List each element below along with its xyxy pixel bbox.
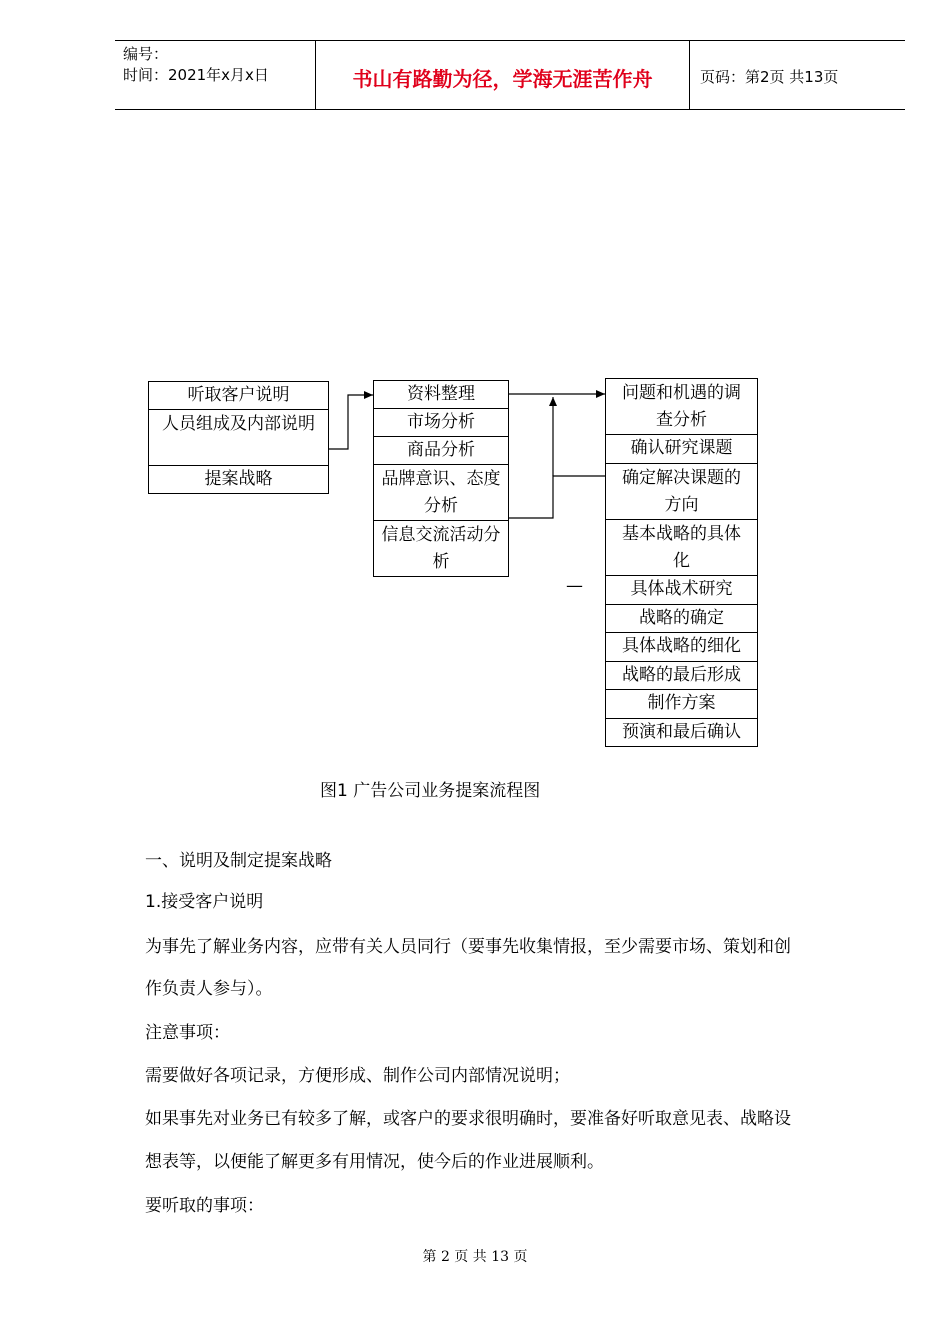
- paragraph-1-line-1: 为事先了解业务内容，应带有关人员同行（要事先收集情报，至少需要市场、策划和创: [145, 937, 791, 957]
- connector-feedback: [509, 476, 605, 518]
- serial-label: 编号：: [123, 45, 169, 63]
- box-market-analysis: 市场分析: [373, 408, 509, 437]
- box-make-plan: 制作方案: [605, 689, 758, 719]
- dash-mark: —: [566, 576, 583, 596]
- box-strategy-confirm: 战略的确定: [605, 604, 758, 633]
- page-footer: 第 2 页 共 13 页: [422, 1249, 528, 1265]
- box-brand-analysis: 品牌意识、态度分析: [373, 464, 509, 521]
- box-listen-client: 听取客户说明: [148, 381, 329, 410]
- section-title: 一、说明及制定提案战略: [145, 851, 332, 871]
- sub-title: 1.接受客户说明: [145, 892, 264, 912]
- box-product-analysis: 商品分析: [373, 436, 509, 465]
- time-label: 时间：2021年x月x日: [123, 66, 269, 84]
- box-issue-research: 问题和机遇的调查分析: [605, 378, 758, 435]
- connector-col1-col2: [329, 395, 373, 449]
- paragraph-2: 需要做好各项记录，方便形成、制作公司内部情况说明；: [145, 1066, 570, 1086]
- motto: 书山有路勤为径，学海无涯苦作舟: [352, 67, 653, 91]
- box-confirm-topic: 确认研究课题: [605, 434, 758, 464]
- box-tactics-study: 具体战术研究: [605, 575, 758, 605]
- box-staff-composition: 人员组成及内部说明: [148, 409, 329, 466]
- note-title: 注意事项：: [145, 1023, 230, 1043]
- box-rehearsal: 预演和最后确认: [605, 718, 758, 747]
- box-proposal-strategy: 提案战略: [148, 465, 329, 494]
- box-data-organize: 资料整理: [373, 380, 509, 409]
- box-communication-analysis: 信息交流活动分析: [373, 520, 509, 577]
- paragraph-3-line-1: 如果事先对业务已有较多了解，或客户的要求很明确时，要准备好听取意见表、战略设: [145, 1109, 791, 1129]
- paragraph-1-line-2: 作负责人参与）。: [145, 979, 273, 999]
- box-strategy-final: 战略的最后形成: [605, 661, 758, 690]
- paragraph-3-line-2: 想表等，以便能了解更多有用情况，使今后的作业进展顺利。: [145, 1152, 604, 1172]
- box-strategy-concrete: 基本战略的具体化: [605, 519, 758, 576]
- figure-caption: 图1 广告公司业务提案流程图: [320, 781, 541, 801]
- paragraph-4: 要听取的事项：: [145, 1196, 264, 1216]
- box-solution-direction: 确定解决课题的方向: [605, 463, 758, 520]
- header-page-number: 页码：第2页 共13页: [700, 68, 839, 86]
- box-strategy-detail: 具体战略的细化: [605, 632, 758, 662]
